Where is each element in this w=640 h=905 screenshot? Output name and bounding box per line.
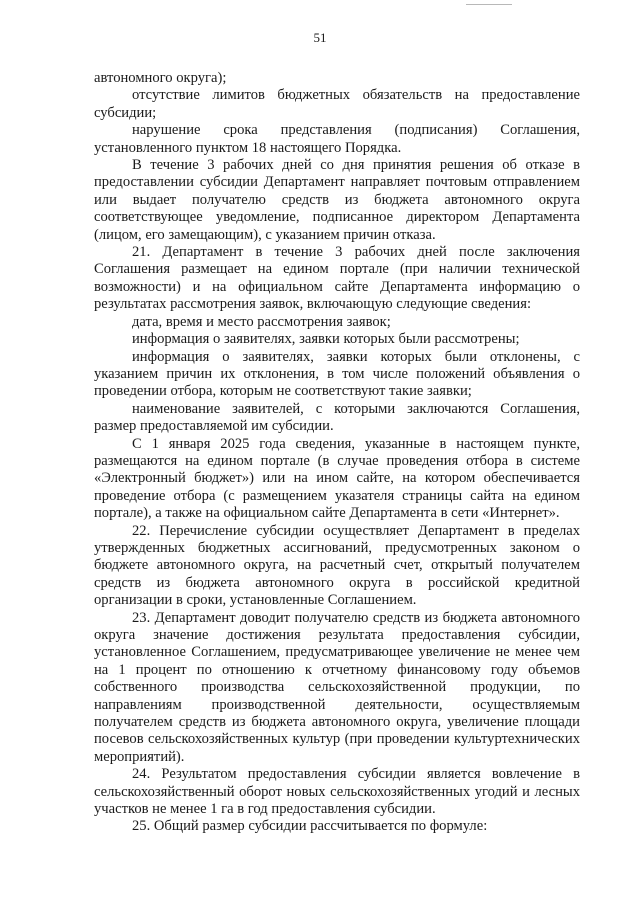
paragraph-clause-25: 25. Общий размер субсидии рассчитывается по формуле: [132,818,488,835]
page-number: 51 [313,30,327,45]
paragraph-continuation: автономного округа); [94,70,227,86]
paragraph-from-2025: С 1 января 2025 года сведения, указанные в настоящем пункте, размещаются на едином портале (в случае проведения отбора в системе «Электронный бюджет») или на ином сайте, на котором обеспечивается проведение отбора (с размещением указателя страницы сайта на едином портале), а также на официальном сайте Департамента в сети «Интернет». [94,435,580,522]
paragraph-clause-21: 21. Департамент в течение 3 рабочих дней после заключения Соглашения размещает на едином портале (при наличии технической возможности) и на официальном сайте Департамента информацию о результатах рассмотрения заявок, включающую следующие сведения: [94,244,580,313]
paragraph-clause-23: 23. Департамент доводит получателю средств из бюджета автономного округа значение достижения результата предоставления субсидии, установленное Соглашением, предусматривающее увеличение не менее чем на 1 процент по отношению к отчетному финансовому году объемов собственного производства сельскохозяйственной продукции, по направлениям производственной деятельности, осуществляемым получателем средств из бюджета автономного округа, увеличение площади посевов сельскохозяйственных культур (при проведении культуртехнических мероприятий). [94,609,580,765]
scan-artifact-mark [466,0,512,5]
paragraph-clause-24: 24. Результатом предоставления субсидии является вовлечение в сельскохозяйственный оборот новых сельскохозяйственных угодий и лесных участков не менее 1 га в год предоставления субсидии. [94,766,580,818]
paragraph-clause-22: 22. Перечисление субсидии осуществляет Департамент в пределах утвержденных бюджетных ассигнований, предусмотренных законом о бюджете автономного округа, на расчетный счет, открытый получателем средств из бюджета автономного округа в российской кредитной организации в сроки, установленные Соглашением. [94,522,580,609]
list-item-rejected-applicants: информация о заявителях, заявки которых были отклонены, с указанием причин их отклонения, в том числе положений объявления о проведении отбора, которым не соответствуют такие заявки; [94,348,580,400]
document-body [94,70,580,836]
list-item-review-date: дата, время и место рассмотрения заявок; [132,313,391,330]
paragraph-refusal-notice: В течение 3 рабочих дней со дня принятия решения об отказе в предоставлении субсидии Департамент направляет почтовым отправлением или выдает получателю средств из бюджета автономного округа соответствующее уведомление, подписанное директором Департамента (лицом, его замещающим), с указанием причин отказа. [94,157,580,243]
list-item-agreement-applicants: наименование заявителей, с которыми заключаются Соглашения, размер предоставляемой им субсидии. [94,400,580,435]
list-item-reviewed-applicants: информация о заявителях, заявки которых были рассмотрены; [132,331,520,348]
paragraph-agreement-deadline-violation: нарушение срока представления (подписания) Соглашения, установленного пунктом 18 настоящего Порядка. [94,122,580,156]
paragraph-no-budget-limits: отсутствие лимитов бюджетных обязательств на предоставление субсидии; [94,87,580,121]
